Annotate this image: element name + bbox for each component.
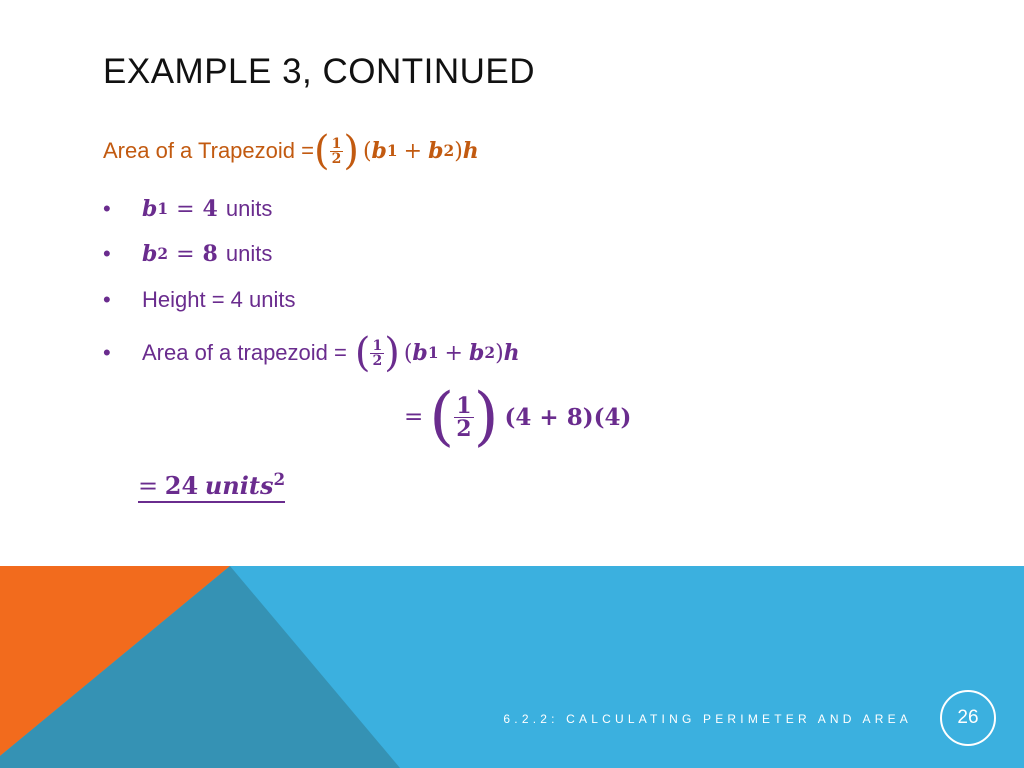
fraction-denominator: 2 <box>331 150 342 167</box>
height-var: h <box>462 138 479 164</box>
bullet-dot: • <box>103 287 111 312</box>
bullet-dot: • <box>103 241 111 266</box>
one-half-fraction: $\frac{1}{2}$ <box>372 337 383 369</box>
bullet-b1: • b 1 = 4 units <box>103 196 273 222</box>
bullet-height: • Height = 4 units <box>103 287 296 312</box>
page-number-badge <box>940 690 996 746</box>
bullet-area: • Area of a trapezoid = ( $\frac{1}{2}$ ) ( b 1 + b 2 ) h <box>103 330 520 376</box>
bullet-dot: • <box>103 340 111 365</box>
slide-title: EXAMPLE 3, CONTINUED <box>103 52 536 91</box>
one-half-fraction <box>330 137 344 166</box>
result-line: = 24 units$^2$ <box>138 470 285 503</box>
bullet-b2: • b 2 = 8 units <box>103 241 273 267</box>
base-subscript: 1 <box>386 142 398 160</box>
page-number: 26 <box>957 707 979 728</box>
fraction-numerator: 1 <box>331 135 342 152</box>
trapezoid-area-formula: Area of a Trapezoid = ( $\frac{1}{2}$ ) ( b 1 + b 2 ) h <box>103 128 479 174</box>
close-paren: ) <box>343 128 359 174</box>
footer-title: 6.2.2: CALCULATING PERIMETER AND AREA <box>503 712 912 726</box>
formula-label: Area of a Trapezoid = <box>103 138 314 163</box>
base-subscript: 2 <box>443 142 455 160</box>
base-var: b <box>371 138 387 164</box>
base-var: b <box>428 138 444 164</box>
computation-line: = ( $\frac{1}{2}$ ) (4 + 8)(4) <box>404 380 632 454</box>
open-paren: ( <box>313 128 330 174</box>
bullet-dot: • <box>103 196 111 221</box>
one-half-fraction-large: $\frac{1}{2}$ <box>456 392 472 442</box>
footer-band <box>0 566 1024 768</box>
plus-sign: + <box>403 138 423 164</box>
